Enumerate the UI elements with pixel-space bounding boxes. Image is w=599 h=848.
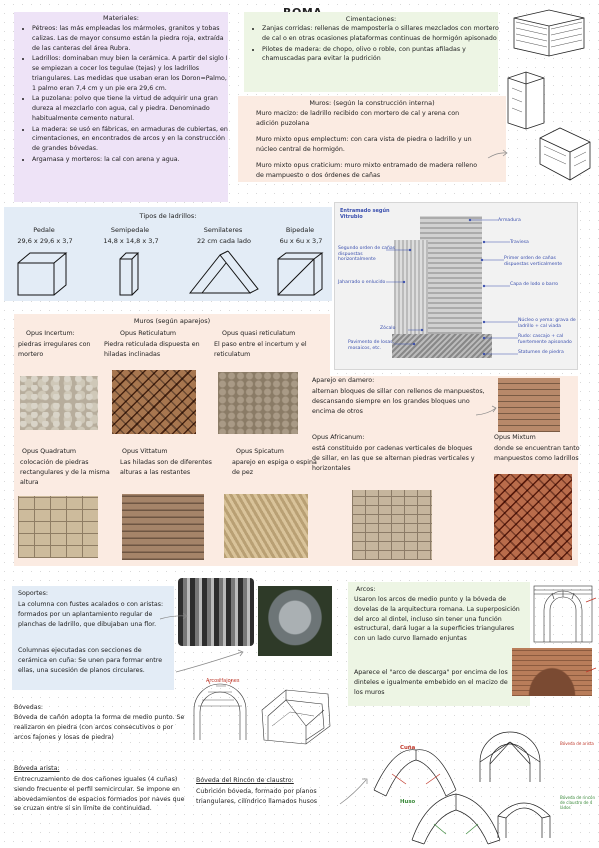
arrow-icon [340, 776, 370, 806]
materiales-list [22, 24, 232, 166]
rincon-text: Cubrición bóveda, formado por planos triangulares, cilíndrico llamados husos [196, 788, 318, 805]
boveda-arista-heading: Bóveda arista: [14, 765, 60, 772]
rincon-heading: Bóveda del Rincón de claustro: [196, 777, 294, 784]
opus-africanum-photo [352, 490, 432, 560]
list-item: • Ladrillos: dominaban muy bien la cerámica. A partir del siglo I se empiezan a cocer los tegulae (tejas) y los ladrillos triangulares. Las medidas que usaban eran los Doron=Palmo, 1 palmo eran 7,4 cm y un pie era 29,6 cm. [32, 54, 232, 93]
cloister-vault-illustration [406, 786, 506, 846]
opus-quadratum-desc: colocación de piedras rectangulares y de la misma altura [20, 459, 110, 486]
cuna-label: Cuña [400, 745, 416, 751]
list-item: • Argamasa y morteros: la cal con arena y agua. [32, 155, 232, 165]
diagram-title: Entramado según Vitrubio [340, 208, 390, 220]
opus-quasi-photo [218, 372, 298, 434]
huso-label: Huso [400, 799, 416, 805]
list-item: • Pilotes de madera: de chopo, olivo o roble, con puntas afiladas y chamuscadas para evitar la pudrición [262, 45, 502, 65]
opus-vittatum-name: Opus Vittatum [122, 448, 168, 455]
list-item: • Zanjas corridas: rellenas de mampostería o sillares mezclados con mortero de cal o en otras ocasiones plataformas continuas de hormigón apisonado [262, 24, 502, 44]
opus-mixtum-name: Opus Mixtum [494, 434, 536, 441]
label-pavimento: Pavimento de losas, mosaicos, etc. [348, 340, 395, 351]
opus-quasi-desc: El paso entre el incertum y el reticulatum [214, 341, 307, 358]
muros-aparejo-heading: Muros (según aparejos) [133, 317, 211, 325]
cimentaciones-heading: Cimentaciones: [345, 15, 397, 23]
opus-africanum-name: Opus Africanum: [312, 434, 365, 441]
muros-construccion-heading: Muros: (según la construcción interna) [309, 99, 435, 107]
label-nucleo: Núcleo o yema: grava de ladrillo + cal viada [518, 318, 576, 329]
label-statumen: Statumen de piedra [518, 350, 564, 355]
opus-incertum-desc: piedras irregulares con mortero [18, 341, 91, 358]
muro-macizo-text: Muro macizo: de ladrillo recibido con mortero de cal y arena con adición puzolana [256, 110, 460, 127]
arrow-icon [160, 611, 190, 623]
opus-quadratum-name: Opus Quadratum [22, 448, 77, 455]
label-armadura: Armadura [498, 218, 521, 223]
ladrillo-semipedale-name: Semipedale [110, 226, 150, 234]
list-item: • La madera: se usó en fábricas, en armaduras de cubiertas, en cimentaciones, en encontrados de arcos y en la construcción de grandes bóvedas. [32, 125, 232, 154]
opus-spicatum-photo [224, 494, 308, 558]
arrow-icon [476, 405, 498, 417]
list-item: • Pétreos: las más empleadas los mármoles, granitos y tobas calizas. Las de mayor consumo están la piedra roja, extraída de las canteras del área Rubra. [32, 24, 232, 53]
ladrillo-semipedale-size: 14,8 x 14,8 x 3,7 [103, 237, 159, 245]
opus-quadratum-photo [18, 496, 98, 558]
opus-reticulatum-desc: Piedra reticulada dispuesta en hiladas inclinadas [104, 341, 200, 358]
arrow-icon [586, 596, 598, 608]
arcos-text-1: Usaron los arcos de medio punto y la bóveda de dovelas de la arquitectura romana. La superposición del arco al dintel, incluso sin tener una función estructural, dará lugar a la superficies triangulares con un lado curvo llamado enjuntas [354, 596, 520, 642]
ladrillo-pedale-size: 29,6 x 29,6 x 3,7 [17, 237, 73, 245]
aparejo-damero-desc: alternan bloques de sillar con rellenos de manpuestos, descansando siempre en los grandes bloques uno encima de otros [312, 388, 485, 415]
foundation-illustration [504, 8, 594, 198]
label-zocalo: Zócalo [380, 326, 396, 331]
opus-mixtum-desc: donde se encuentran tanto manpuestos como ladrillos [494, 445, 580, 462]
label-traviesa: Traviesa [510, 240, 529, 245]
diagram-leader-lines [334, 202, 578, 370]
arcos-text-2: Aparece el "arco de descarga" por encima de los dinteles e igualmente embebido en el macizo de los muros [354, 669, 508, 696]
label-primer-orden: Primer orden de cañas dispuestas verticalmente [504, 256, 563, 267]
ladrillo-bipedale-size: 6u x 6u x 3,7 [279, 237, 323, 245]
opus-africanum-desc: está constituido por cadenas verticales de bloques de sillar, en las que se alternan piedras verticales y horizontales [312, 445, 475, 472]
bovedas-heading: Bóvedas: [14, 704, 44, 711]
arco-descarga-photo [512, 648, 592, 696]
opus-spicatum-desc: aparejo en espiga o espina de pez [232, 459, 317, 476]
label-jaharrado: Jaharrado o enlucido [338, 280, 386, 285]
soportes-text-2: Columnas ejecutadas con secciones de cerámica en cuña: Se unen para formar entre ellas, una sucesión de planos circulares. [18, 647, 163, 674]
barrel-vault-illustration [188, 670, 348, 754]
arrow-icon [488, 150, 508, 160]
boveda-arista-text: Entrecruzamiento de dos cañones iguales (4 cuñas) siendo frecuente el perfil semicircular. Se impone en abovedamientos de espacios formados por naves que se cruzan entre sí sin límite de continuidad. [14, 776, 185, 813]
list-item: • La puzolana: polvo que tiene la virtud de adquirir una gran dureza al mezclarlo con agua, cal y piedra. Denominado habitualmente cemento natural. [32, 94, 232, 123]
ladrillo-bipedale-name: Bipedale [285, 226, 315, 234]
ladrillos-heading: Tipos de ladrillos: [139, 212, 197, 220]
arcos-fajones-label: Arcos fajones [206, 678, 240, 684]
column-wedges-photo [258, 586, 332, 656]
aparejo-damero-name: Aparejo en damero: [312, 377, 375, 384]
cloister-vault-illustration-2 [494, 790, 554, 842]
opus-vittatum-photo [122, 494, 204, 560]
opus-spicatum-name: Opus Spicatum [236, 448, 284, 455]
cimentaciones-list [252, 24, 502, 65]
soportes-heading: Soportes: [18, 590, 49, 597]
muro-emplectum-text: Muro mixto opus emplectum: con cara vista de piedra o ladrillo y un núcleo central de hormigón. [256, 136, 472, 153]
opus-mixtum-photo [494, 474, 572, 560]
opus-reticulatum-name: Opus Reticulatum [120, 330, 177, 337]
brick-shapes-illustration [4, 249, 332, 299]
label-segundo-orden: Segundo orden de cañas dispuestas horizontalmente [338, 246, 396, 262]
arrow-icon [586, 666, 598, 678]
muro-craticium-text: Muro mixto opus craticium: muro mixto entramado de madera relleno de mampuesto o dos órdenes de cañas [256, 162, 478, 179]
opus-reticulatum-photo [112, 370, 196, 434]
arcos-heading: Arcos: [356, 586, 376, 593]
ladrillo-semilateres-name: Semilateres [203, 226, 243, 234]
opus-quasi-name: Opus quasi reticulatum [222, 330, 296, 337]
label-capa-lodo: Capa de lodo o barro [510, 282, 559, 287]
ladrillo-pedale-name: Pedale [33, 226, 55, 234]
materiales-heading: Materiales: [103, 14, 139, 22]
ladrillo-semilateres-size: 22 cm cada lado [197, 237, 251, 245]
opus-vittatum-desc: Las hiladas son de diferentes alturas a las restantes [120, 459, 212, 476]
rincon-caption: Bóveda de rincón de claustro de 4 lados [560, 795, 596, 810]
label-rudus: Rudo: cascajo + cal fuertemente apisonado [518, 334, 572, 345]
soportes-text-1: La columna con fustes acalados o con aristas: formados por un aplantamiento regular de planchas de ladrillo, que dibujaban una flor. [18, 601, 164, 628]
arch-illustration [530, 580, 596, 644]
bovedas-text: Bóveda de cañón adopta la forma de medio punto. Se realizaron en piedra (con arcos consecutivos o por arcos fajones y losas de piedra) [14, 714, 185, 741]
aparejo-damero-photo [498, 378, 560, 432]
opus-incertum-photo [20, 376, 98, 430]
arista-caption: Bóveda de arista [560, 741, 594, 746]
groin-vault-illustration-2 [476, 738, 546, 788]
opus-incertum-name: Opus Incertum: [26, 330, 75, 337]
